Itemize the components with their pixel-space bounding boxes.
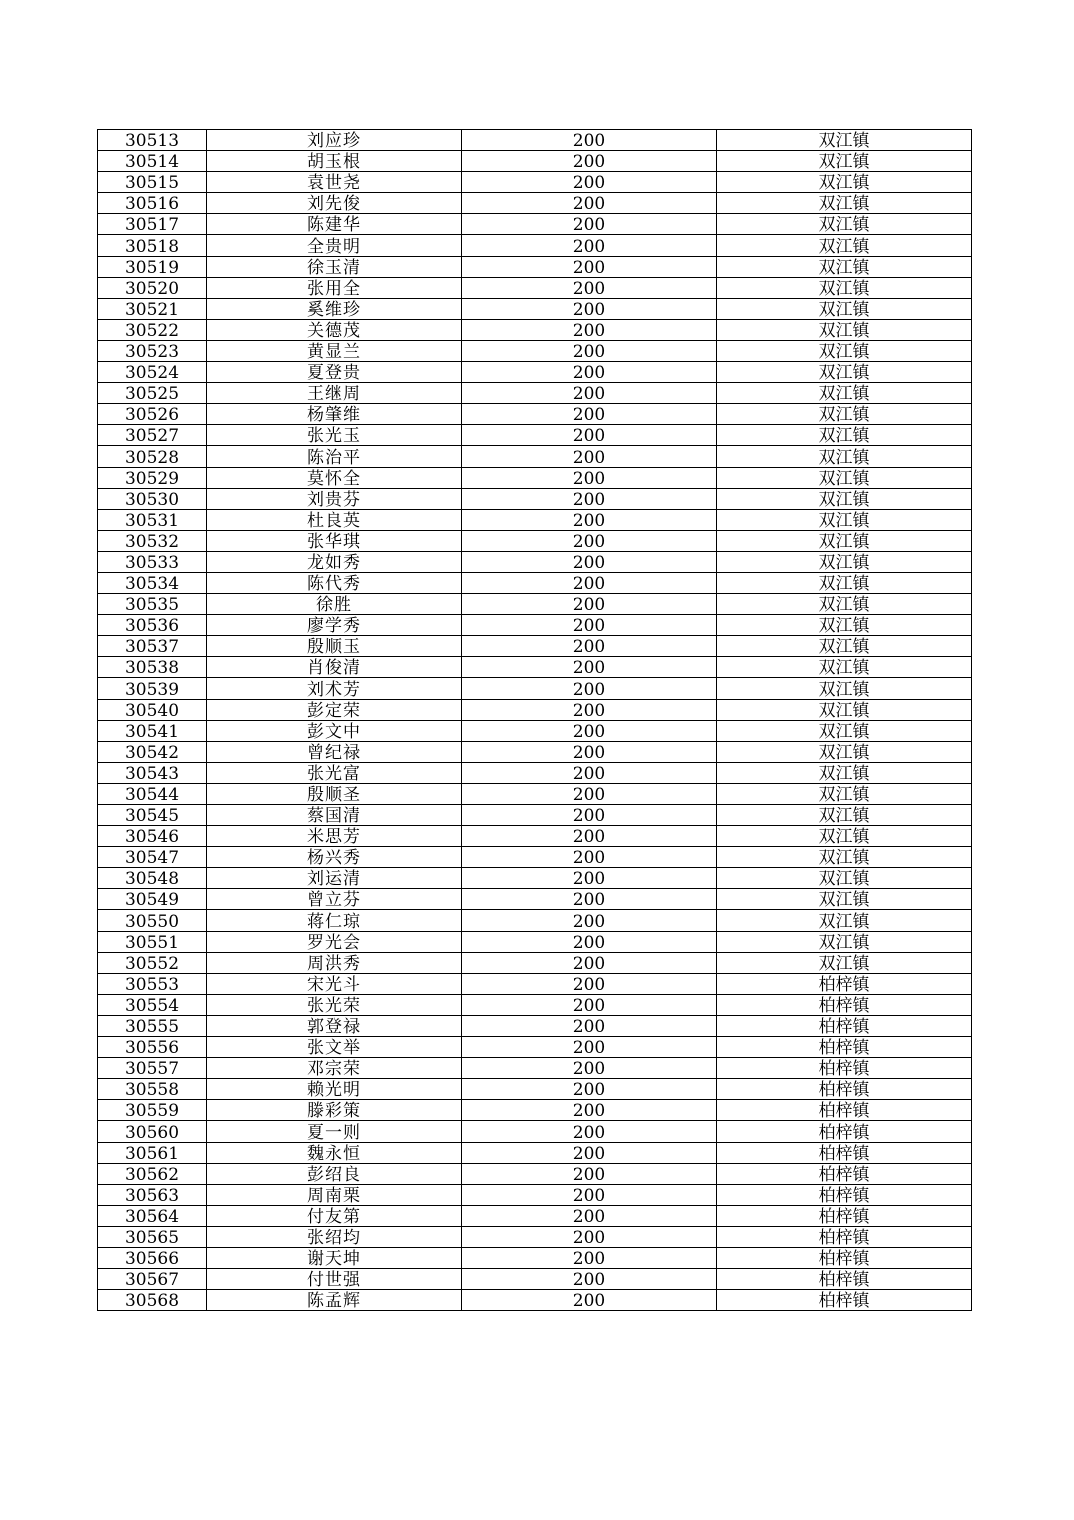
town-cell: 双江镇	[717, 172, 972, 193]
town-cell: 双江镇	[717, 193, 972, 214]
id-cell: 30513	[98, 130, 207, 151]
id-cell: 30551	[98, 931, 207, 952]
amount-cell: 200	[462, 340, 717, 361]
town-cell: 双江镇	[717, 509, 972, 530]
amount-cell: 200	[462, 847, 717, 868]
name-cell: 奚维珍	[207, 298, 462, 319]
id-cell: 30523	[98, 340, 207, 361]
town-cell: 双江镇	[717, 657, 972, 678]
name-cell: 王继周	[207, 383, 462, 404]
town-cell: 双江镇	[717, 889, 972, 910]
id-cell: 30520	[98, 277, 207, 298]
id-cell: 30521	[98, 298, 207, 319]
amount-cell: 200	[462, 889, 717, 910]
town-cell: 双江镇	[717, 488, 972, 509]
id-cell: 30553	[98, 973, 207, 994]
id-cell: 30563	[98, 1184, 207, 1205]
amount-cell: 200	[462, 910, 717, 931]
name-cell: 刘术芳	[207, 678, 462, 699]
town-cell: 柏梓镇	[717, 1226, 972, 1247]
town-cell: 柏梓镇	[717, 1184, 972, 1205]
id-cell: 30537	[98, 636, 207, 657]
amount-cell: 200	[462, 362, 717, 383]
name-cell: 张光荣	[207, 994, 462, 1015]
table-row	[98, 805, 972, 826]
id-cell: 30531	[98, 509, 207, 530]
amount-cell: 200	[462, 193, 717, 214]
id-cell: 30519	[98, 256, 207, 277]
town-cell: 柏梓镇	[717, 1121, 972, 1142]
name-cell: 肖俊清	[207, 657, 462, 678]
amount-cell: 200	[462, 1205, 717, 1226]
name-cell: 彭绍良	[207, 1163, 462, 1184]
id-cell: 30544	[98, 783, 207, 804]
amount-cell: 200	[462, 805, 717, 826]
town-cell: 柏梓镇	[717, 994, 972, 1015]
name-cell: 曾纪禄	[207, 741, 462, 762]
name-cell: 殷顺圣	[207, 783, 462, 804]
name-cell: 廖学秀	[207, 615, 462, 636]
amount-cell: 200	[462, 1184, 717, 1205]
amount-cell: 200	[462, 720, 717, 741]
table-row	[98, 1290, 972, 1311]
table-row	[98, 151, 972, 172]
town-cell: 双江镇	[717, 467, 972, 488]
name-cell: 张光玉	[207, 425, 462, 446]
table-row	[98, 383, 972, 404]
name-cell: 周洪秀	[207, 952, 462, 973]
table-row	[98, 425, 972, 446]
id-cell: 30516	[98, 193, 207, 214]
amount-cell: 200	[462, 172, 717, 193]
amount-cell: 200	[462, 868, 717, 889]
amount-cell: 200	[462, 277, 717, 298]
town-cell: 双江镇	[717, 826, 972, 847]
amount-cell: 200	[462, 1142, 717, 1163]
id-cell: 30549	[98, 889, 207, 910]
amount-cell: 200	[462, 1100, 717, 1121]
id-cell: 30532	[98, 530, 207, 551]
table-row	[98, 973, 972, 994]
amount-cell: 200	[462, 1079, 717, 1100]
table-row	[98, 1247, 972, 1268]
amount-cell: 200	[462, 530, 717, 551]
name-cell: 夏一则	[207, 1121, 462, 1142]
town-cell: 双江镇	[717, 319, 972, 340]
amount-cell: 200	[462, 383, 717, 404]
name-cell: 莫怀全	[207, 467, 462, 488]
amount-cell: 200	[462, 1290, 717, 1311]
town-cell: 双江镇	[717, 151, 972, 172]
town-cell: 双江镇	[717, 636, 972, 657]
name-cell: 周南栗	[207, 1184, 462, 1205]
data-table	[97, 129, 972, 1311]
town-cell: 双江镇	[717, 910, 972, 931]
amount-cell: 200	[462, 572, 717, 593]
table-row	[98, 762, 972, 783]
id-cell: 30535	[98, 594, 207, 615]
town-cell: 双江镇	[717, 847, 972, 868]
table-row	[98, 594, 972, 615]
table-row	[98, 889, 972, 910]
table-row	[98, 319, 972, 340]
name-cell: 罗光会	[207, 931, 462, 952]
amount-cell: 200	[462, 1121, 717, 1142]
id-cell: 30539	[98, 678, 207, 699]
id-cell: 30546	[98, 826, 207, 847]
amount-cell: 200	[462, 994, 717, 1015]
name-cell: 蒋仁琼	[207, 910, 462, 931]
id-cell: 30529	[98, 467, 207, 488]
town-cell: 双江镇	[717, 130, 972, 151]
id-cell: 30518	[98, 235, 207, 256]
amount-cell: 200	[462, 762, 717, 783]
table-row	[98, 1079, 972, 1100]
name-cell: 魏永恒	[207, 1142, 462, 1163]
town-cell: 双江镇	[717, 868, 972, 889]
town-cell: 双江镇	[717, 805, 972, 826]
table-row	[98, 172, 972, 193]
table-row	[98, 826, 972, 847]
id-cell: 30552	[98, 952, 207, 973]
amount-cell: 200	[462, 826, 717, 847]
name-cell: 殷顺玉	[207, 636, 462, 657]
amount-cell: 200	[462, 1058, 717, 1079]
amount-cell: 200	[462, 657, 717, 678]
town-cell: 双江镇	[717, 383, 972, 404]
id-cell: 30524	[98, 362, 207, 383]
id-cell: 30533	[98, 551, 207, 572]
table-row	[98, 678, 972, 699]
name-cell: 徐胜	[207, 594, 462, 615]
town-cell: 柏梓镇	[717, 1100, 972, 1121]
name-cell: 陈代秀	[207, 572, 462, 593]
town-cell: 柏梓镇	[717, 1163, 972, 1184]
town-cell: 双江镇	[717, 762, 972, 783]
id-cell: 30543	[98, 762, 207, 783]
id-cell: 30555	[98, 1015, 207, 1036]
table-row	[98, 572, 972, 593]
table-row	[98, 636, 972, 657]
table-row	[98, 362, 972, 383]
id-cell: 30567	[98, 1269, 207, 1290]
amount-cell: 200	[462, 551, 717, 572]
id-cell: 30561	[98, 1142, 207, 1163]
town-cell: 双江镇	[717, 615, 972, 636]
name-cell: 杨兴秀	[207, 847, 462, 868]
table-row	[98, 340, 972, 361]
id-cell: 30526	[98, 404, 207, 425]
name-cell: 刘贵芬	[207, 488, 462, 509]
id-cell: 30536	[98, 615, 207, 636]
id-cell: 30548	[98, 868, 207, 889]
name-cell: 蔡国清	[207, 805, 462, 826]
id-cell: 30564	[98, 1205, 207, 1226]
name-cell: 赖光明	[207, 1079, 462, 1100]
table-row	[98, 931, 972, 952]
name-cell: 刘运清	[207, 868, 462, 889]
table-row	[98, 847, 972, 868]
amount-cell: 200	[462, 1163, 717, 1184]
id-cell: 30540	[98, 699, 207, 720]
town-cell: 双江镇	[717, 235, 972, 256]
table-row	[98, 699, 972, 720]
town-cell: 柏梓镇	[717, 1269, 972, 1290]
name-cell: 夏登贵	[207, 362, 462, 383]
name-cell: 徐玉清	[207, 256, 462, 277]
table-row	[98, 1184, 972, 1205]
amount-cell: 200	[462, 235, 717, 256]
name-cell: 全贵明	[207, 235, 462, 256]
table-row	[98, 1100, 972, 1121]
table-row	[98, 1142, 972, 1163]
table-row	[98, 1037, 972, 1058]
table-row	[98, 1015, 972, 1036]
name-cell: 张用全	[207, 277, 462, 298]
id-cell: 30525	[98, 383, 207, 404]
table-row	[98, 910, 972, 931]
amount-cell: 200	[462, 319, 717, 340]
id-cell: 30517	[98, 214, 207, 235]
name-cell: 刘先俊	[207, 193, 462, 214]
town-cell: 柏梓镇	[717, 973, 972, 994]
town-cell: 双江镇	[717, 214, 972, 235]
id-cell: 30566	[98, 1247, 207, 1268]
town-cell: 双江镇	[717, 741, 972, 762]
amount-cell: 200	[462, 151, 717, 172]
town-cell: 柏梓镇	[717, 1037, 972, 1058]
table-row	[98, 277, 972, 298]
amount-cell: 200	[462, 952, 717, 973]
name-cell: 袁世尧	[207, 172, 462, 193]
table-row	[98, 952, 972, 973]
town-cell: 双江镇	[717, 678, 972, 699]
name-cell: 张绍均	[207, 1226, 462, 1247]
town-cell: 双江镇	[717, 362, 972, 383]
amount-cell: 200	[462, 973, 717, 994]
town-cell: 柏梓镇	[717, 1015, 972, 1036]
table-row	[98, 551, 972, 572]
amount-cell: 200	[462, 741, 717, 762]
id-cell: 30558	[98, 1079, 207, 1100]
id-cell: 30538	[98, 657, 207, 678]
name-cell: 关德茂	[207, 319, 462, 340]
amount-cell: 200	[462, 1247, 717, 1268]
name-cell: 陈孟辉	[207, 1290, 462, 1311]
id-cell: 30562	[98, 1163, 207, 1184]
amount-cell: 200	[462, 931, 717, 952]
town-cell: 双江镇	[717, 277, 972, 298]
name-cell: 彭文中	[207, 720, 462, 741]
name-cell: 滕彩策	[207, 1100, 462, 1121]
table-row	[98, 1226, 972, 1247]
amount-cell: 200	[462, 446, 717, 467]
name-cell: 付世强	[207, 1269, 462, 1290]
amount-cell: 200	[462, 488, 717, 509]
id-cell: 30545	[98, 805, 207, 826]
id-cell: 30565	[98, 1226, 207, 1247]
amount-cell: 200	[462, 594, 717, 615]
name-cell: 杨肇维	[207, 404, 462, 425]
table-row	[98, 994, 972, 1015]
town-cell: 双江镇	[717, 720, 972, 741]
table-row	[98, 657, 972, 678]
name-cell: 陈治平	[207, 446, 462, 467]
table-body	[98, 130, 972, 1311]
town-cell: 双江镇	[717, 783, 972, 804]
table-row	[98, 1163, 972, 1184]
table-row	[98, 214, 972, 235]
town-cell: 柏梓镇	[717, 1290, 972, 1311]
town-cell: 双江镇	[717, 699, 972, 720]
table-row	[98, 530, 972, 551]
table-row	[98, 615, 972, 636]
town-cell: 双江镇	[717, 572, 972, 593]
amount-cell: 200	[462, 298, 717, 319]
town-cell: 双江镇	[717, 425, 972, 446]
table-row	[98, 783, 972, 804]
town-cell: 双江镇	[717, 594, 972, 615]
name-cell: 张华琪	[207, 530, 462, 551]
amount-cell: 200	[462, 678, 717, 699]
amount-cell: 200	[462, 467, 717, 488]
table-row	[98, 404, 972, 425]
table-row	[98, 488, 972, 509]
table-row	[98, 298, 972, 319]
table-row	[98, 868, 972, 889]
id-cell: 30528	[98, 446, 207, 467]
id-cell: 30522	[98, 319, 207, 340]
table-row	[98, 467, 972, 488]
amount-cell: 200	[462, 404, 717, 425]
id-cell: 30541	[98, 720, 207, 741]
id-cell: 30550	[98, 910, 207, 931]
town-cell: 双江镇	[717, 298, 972, 319]
id-cell: 30557	[98, 1058, 207, 1079]
table-row	[98, 741, 972, 762]
amount-cell: 200	[462, 509, 717, 530]
amount-cell: 200	[462, 1037, 717, 1058]
id-cell: 30556	[98, 1037, 207, 1058]
town-cell: 双江镇	[717, 952, 972, 973]
name-cell: 彭定荣	[207, 699, 462, 720]
name-cell: 米思芳	[207, 826, 462, 847]
name-cell: 张光富	[207, 762, 462, 783]
table-row	[98, 235, 972, 256]
table-row	[98, 256, 972, 277]
id-cell: 30542	[98, 741, 207, 762]
amount-cell: 200	[462, 615, 717, 636]
id-cell: 30559	[98, 1100, 207, 1121]
town-cell: 柏梓镇	[717, 1079, 972, 1100]
town-cell: 双江镇	[717, 931, 972, 952]
name-cell: 胡玉根	[207, 151, 462, 172]
name-cell: 张文举	[207, 1037, 462, 1058]
amount-cell: 200	[462, 636, 717, 657]
id-cell: 30514	[98, 151, 207, 172]
amount-cell: 200	[462, 130, 717, 151]
amount-cell: 200	[462, 214, 717, 235]
id-cell: 30527	[98, 425, 207, 446]
table-row	[98, 193, 972, 214]
name-cell: 郭登禄	[207, 1015, 462, 1036]
name-cell: 付友第	[207, 1205, 462, 1226]
id-cell: 30515	[98, 172, 207, 193]
table-row	[98, 446, 972, 467]
id-cell: 30560	[98, 1121, 207, 1142]
id-cell: 30554	[98, 994, 207, 1015]
town-cell: 柏梓镇	[717, 1205, 972, 1226]
town-cell: 柏梓镇	[717, 1247, 972, 1268]
amount-cell: 200	[462, 1015, 717, 1036]
name-cell: 杜良英	[207, 509, 462, 530]
table-row	[98, 1121, 972, 1142]
amount-cell: 200	[462, 425, 717, 446]
amount-cell: 200	[462, 1226, 717, 1247]
table-row	[98, 1269, 972, 1290]
name-cell: 陈建华	[207, 214, 462, 235]
name-cell: 宋光斗	[207, 973, 462, 994]
town-cell: 双江镇	[717, 551, 972, 572]
name-cell: 邓宗荣	[207, 1058, 462, 1079]
id-cell: 30530	[98, 488, 207, 509]
id-cell: 30534	[98, 572, 207, 593]
name-cell: 刘应珍	[207, 130, 462, 151]
table-row	[98, 509, 972, 530]
town-cell: 柏梓镇	[717, 1058, 972, 1079]
town-cell: 双江镇	[717, 446, 972, 467]
amount-cell: 200	[462, 783, 717, 804]
town-cell: 柏梓镇	[717, 1142, 972, 1163]
amount-cell: 200	[462, 256, 717, 277]
amount-cell: 200	[462, 699, 717, 720]
town-cell: 双江镇	[717, 404, 972, 425]
town-cell: 双江镇	[717, 530, 972, 551]
table-row	[98, 1205, 972, 1226]
name-cell: 龙如秀	[207, 551, 462, 572]
name-cell: 谢天坤	[207, 1247, 462, 1268]
table-row	[98, 720, 972, 741]
id-cell: 30568	[98, 1290, 207, 1311]
amount-cell: 200	[462, 1269, 717, 1290]
id-cell: 30547	[98, 847, 207, 868]
name-cell: 黄显兰	[207, 340, 462, 361]
name-cell: 曾立芬	[207, 889, 462, 910]
town-cell: 双江镇	[717, 340, 972, 361]
town-cell: 双江镇	[717, 256, 972, 277]
table-row	[98, 130, 972, 151]
table-row	[98, 1058, 972, 1079]
